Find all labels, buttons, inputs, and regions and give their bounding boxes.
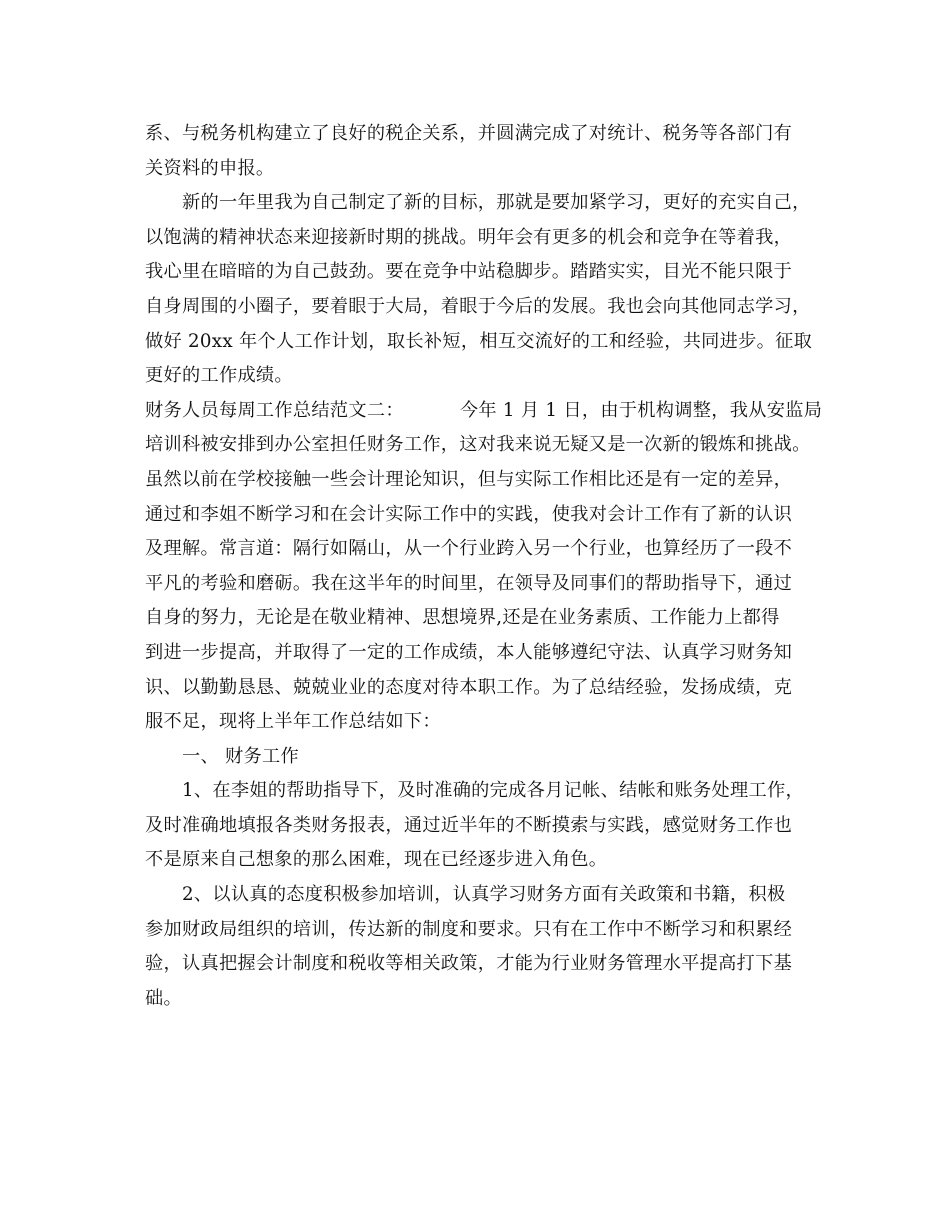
text-line: 及理解。常言道：隔行如隔山，从一个行业跨入另一个行业，也算经历了一段不 [145, 538, 793, 560]
section-heading-line [145, 394, 823, 429]
text-line: 参加财政局组织的培训，传达新的制度和要求。只有在工作中不断学习和积累经 [145, 918, 793, 940]
text-line: 础。 [145, 987, 182, 1009]
text-line: 自身周围的小圈子，要着眼于大局，着眼于今后的发展。我也会向其他同志学习， [145, 295, 811, 317]
text-line: 平凡的考验和磨砺。我在这半年的时间里，在领导及同事们的帮助指导下，通过 [145, 572, 793, 594]
text-line: 培训科被安排到办公室担任财务工作，这对我来说无疑又是一次新的锻炼和挑战。 [145, 434, 811, 456]
text-line: 识、以勤勤恳恳、兢兢业业的态度对待本职工作。为了总结经验，发扬成绩，克 [145, 676, 793, 698]
text-line: 及时准确地填报各类财务报表，通过近半年的不断摸索与实践，感觉财务工作也 [145, 814, 793, 836]
text-line: 系、与税务机构建立了良好的税企关系，并圆满完成了对统计、税务等各部门有 [145, 123, 793, 144]
section-heading: 财务人员每周工作总结范文二： [145, 399, 404, 421]
text-line: 1、在李姐的帮助指导下，及时准确的完成各月记帐、结帐和账务处理工作， [182, 780, 804, 802]
subheading-line: 一、 财务工作 [182, 745, 300, 767]
text-line: 通过和李姐不断学习和在会计实际工作中的实践，使我对会计工作有了新的认识 [145, 503, 793, 525]
text-line: 服不足，现将上半年工作总结如下： [145, 711, 441, 733]
text-line: 验，认真把握会计制度和税收等相关政策，才能为行业财务管理水平提高打下基 [145, 953, 793, 975]
document-body [145, 117, 823, 1016]
text-line: 关资料的申报。 [145, 157, 275, 179]
text-line: 以饱满的精神状态来迎接新时期的挑战。明年会有更多的机会和竞争在等着我， [145, 226, 793, 248]
text-line: 虽然以前在学校接触一些会计理论知识，但与实际工作相比还是有一定的差异， [145, 468, 793, 490]
section-intro-text: 今年 1 月 1 日，由于机构调整，我从安监局 [459, 399, 823, 421]
text-line: 到进一步提高，并取得了一定的工作成绩，本人能够遵纪守法、认真学习财务知 [145, 641, 793, 663]
text-line: 2、以认真的态度积极参加培训，认真学习财务方面有关政策和书籍，积极 [182, 884, 786, 906]
text-line: 自身的努力，无论是在敬业精神、思想境界,还是在业务素质、工作能力上都得 [145, 607, 780, 629]
text-line: 不是原来自己想象的那么困难，现在已经逐步进入角色。 [145, 849, 608, 871]
text-line: 做好 20xx 年个人工作计划，取长补短，相互交流好的工和经验，共同进步。征取 [145, 330, 813, 352]
text-line: 我心里在暗暗的为自己鼓劲。要在竞争中站稳脚步。踏踏实实，目光不能只限于 [145, 261, 793, 283]
text-line: 更好的工作成绩。 [145, 365, 293, 387]
text-line: 新的一年里我为自己制定了新的目标，那就是要加紧学习，更好的充实自己， [182, 192, 811, 214]
